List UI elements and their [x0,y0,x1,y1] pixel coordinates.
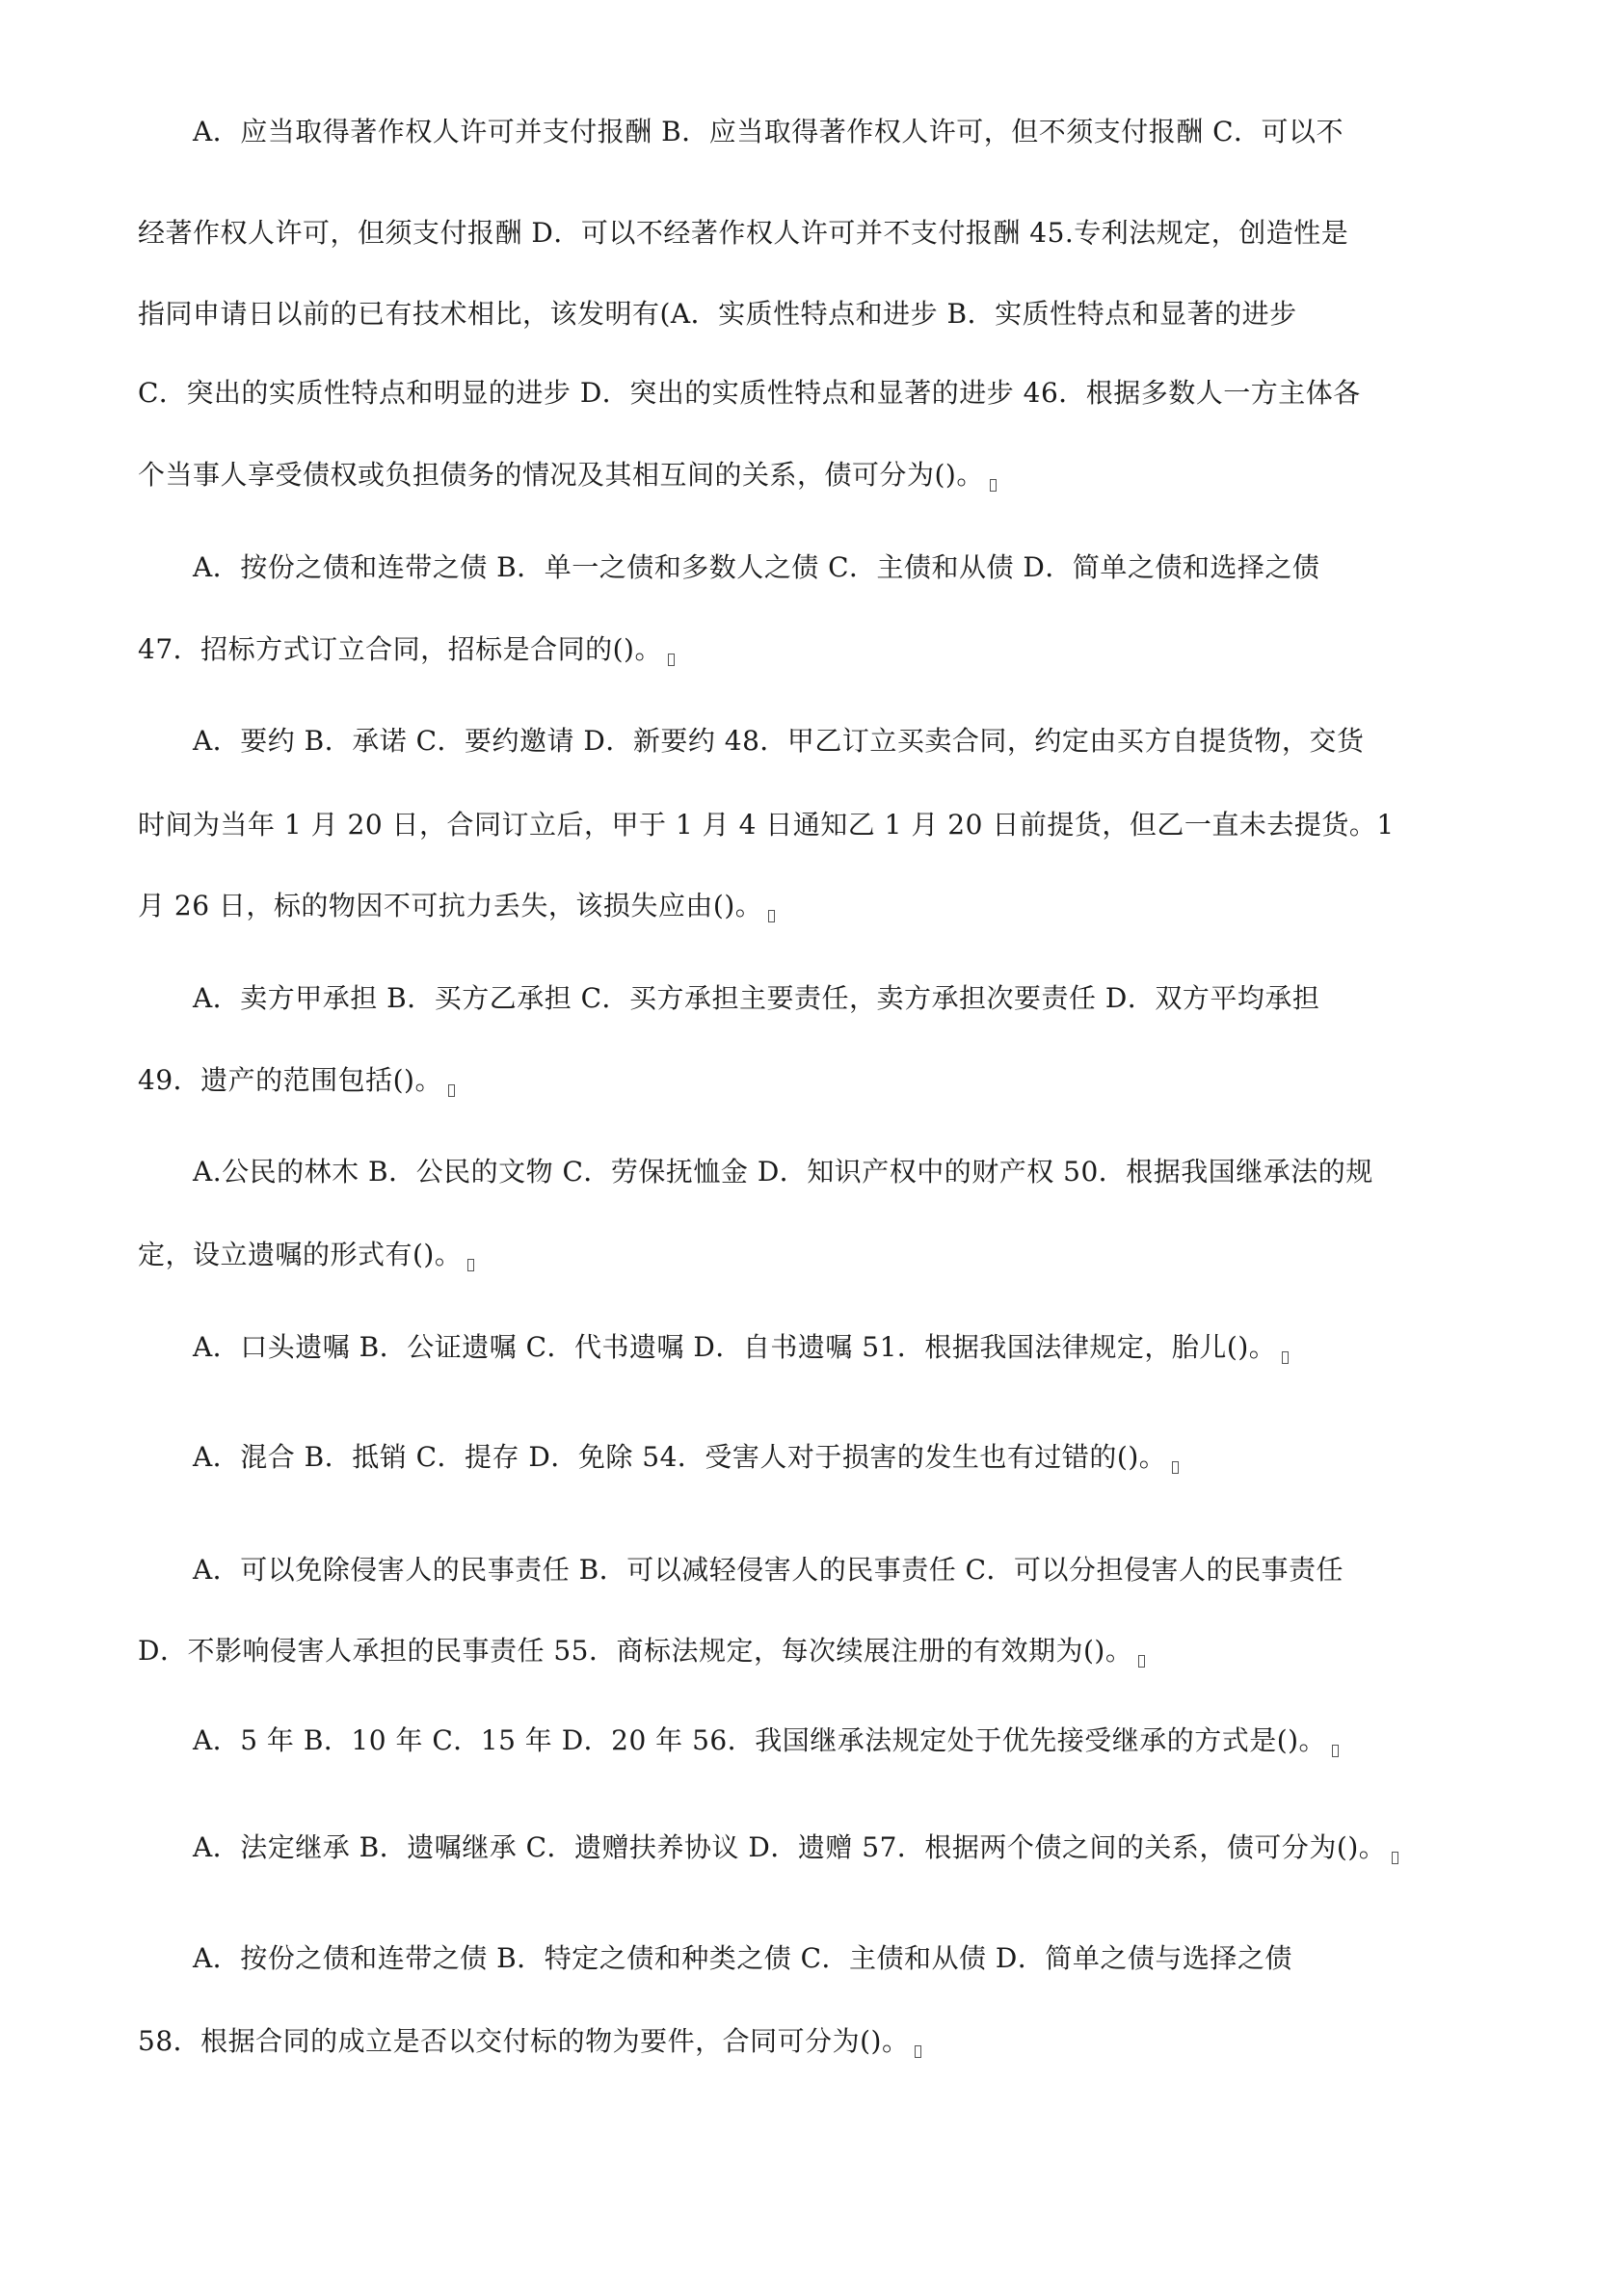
line-text: 49．遗产的范围包括()。 [138,1064,442,1096]
line-text: A．混合 B．抵销 C．提存 D．免除 54．受害人对于损害的发生也有过错的()。 [193,1441,1167,1473]
missing-glyph-icon [1332,1745,1339,1757]
text-line-12 [138,1061,455,1100]
missing-glyph-icon [915,2045,921,2058]
line-text: 时间为当年 1 月 20 日，合同订立后，甲于 1 月 4 日通知乙 1 月 20 日前提货，但乙一直未去提货。1 [138,809,1395,841]
line-text: A．卖方甲承担 B．买方乙承担 C．买方承担主要责任，卖方承担次要责任 D．双方平均承担 [193,982,1320,1014]
missing-glyph-icon [668,654,675,666]
text-line-1 [193,113,1344,151]
missing-glyph-icon [1138,1655,1145,1668]
text-line-19 [193,1722,1339,1760]
text-line-8 [193,722,1364,761]
text-line-18 [138,1632,1145,1670]
text-line-13 [193,1153,1373,1191]
line-text: 个当事人享受债权或负担债务的情况及其相互间的关系，债可分为()。 [138,459,984,491]
missing-glyph-icon [1172,1461,1179,1474]
line-text: 47．招标方式订立合同，招标是合同的()。 [138,633,662,665]
missing-glyph-icon [1392,1852,1398,1864]
missing-glyph-icon [1282,1351,1289,1364]
missing-glyph-icon [990,479,997,492]
text-line-7 [138,630,675,669]
missing-glyph-icon [768,910,775,922]
line-text: A．应当取得著作权人许可并支付报酬 B．应当取得著作权人许可，但不须支付报酬 C．可以不 [193,116,1344,147]
line-text: 指同申请日以前的已有技术相比，该发明有(A．实质性特点和进步 B．实质性特点和显著的进步 [138,298,1297,330]
text-line-16 [193,1438,1179,1477]
missing-glyph-icon [448,1084,455,1097]
text-line-17 [193,1551,1344,1589]
text-line-10 [138,887,775,925]
text-line-11 [193,979,1319,1018]
text-line-3 [138,295,1297,334]
text-line-14 [138,1236,474,1274]
line-text: 经著作权人许可，但须支付报酬 D．可以不经著作权人许可并不支付报酬 45.专利法规定，创造性是 [138,217,1349,249]
text-line-22 [138,2022,921,2061]
line-text: 月 26 日，标的物因不可抗力丢失，该损失应由()。 [138,890,763,921]
text-line-4 [138,374,1361,413]
missing-glyph-icon [467,1259,474,1271]
line-text: C．突出的实质性特点和明显的进步 D．突出的实质性特点和显著的进步 46．根据多数人一方主体各 [138,377,1361,409]
line-text: 58．根据合同的成立是否以交付标的物为要件，合同可分为()。 [138,2025,910,2057]
line-text: A.公民的林木 B．公民的文物 C．劳保抚恤金 D．知识产权中的财产权 50．根据我国继承法的规 [193,1156,1373,1188]
text-line-5 [138,456,997,494]
line-text: 定，设立遗嘱的形式有()。 [138,1239,463,1270]
line-text: A．要约 B．承诺 C．要约邀请 D．新要约 48．甲乙订立买卖合同，约定由买方自提货物，交货 [193,725,1365,757]
line-text: D．不影响侵害人承担的民事责任 55．商标法规定，每次续展注册的有效期为()。 [138,1635,1133,1667]
line-text: A．可以免除侵害人的民事责任 B．可以减轻侵害人的民事责任 C．可以分担侵害人的民事责任 [193,1554,1344,1586]
text-line-6 [193,548,1319,587]
line-text: A．按份之债和连带之债 B．特定之债和种类之债 C．主债和从债 D．简单之债与选择之债 [193,1942,1292,1974]
text-line-2 [138,214,1348,253]
text-line-21 [193,1939,1292,1978]
text-line-15 [193,1328,1289,1367]
line-text: A．口头遗嘱 B．公证遗嘱 C．代书遗嘱 D．自书遗嘱 51．根据我国法律规定，胎儿()。 [193,1331,1277,1363]
text-line-9 [138,806,1395,844]
line-text: A．法定继承 B．遗嘱继承 C．遗赠扶养协议 D．遗赠 57．根据两个债之间的关系，债可分为()。 [193,1831,1387,1863]
line-text: A．5 年 B．10 年 C．15 年 D．20 年 56．我国继承法规定处于优先接受继承的方式是()。 [193,1724,1327,1756]
line-text: A．按份之债和连带之债 B．单一之债和多数人之债 C．主债和从债 D．简单之债和选择之债 [193,551,1320,583]
text-line-20 [193,1829,1398,1867]
